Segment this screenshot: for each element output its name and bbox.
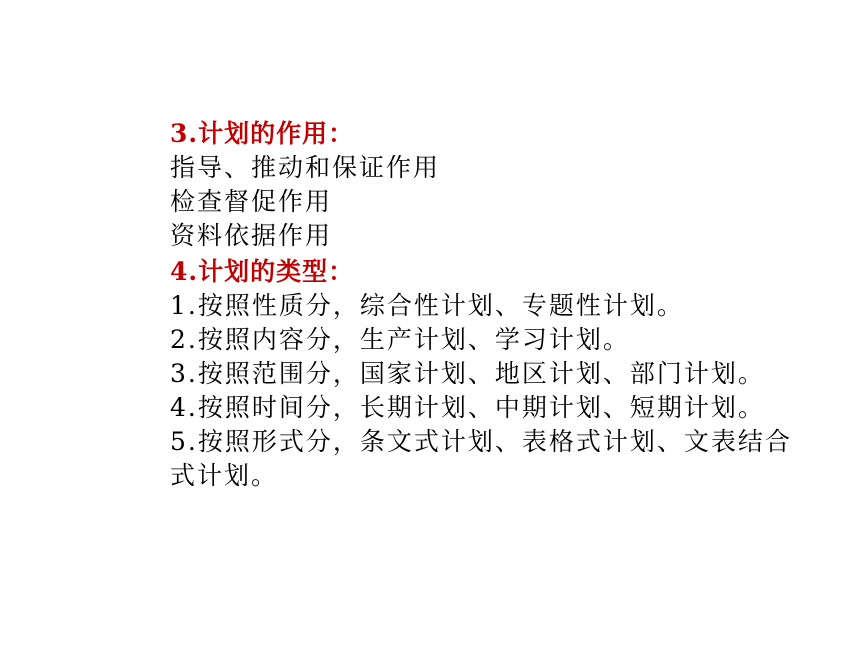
type-item: 2.按照内容分，生产计划、学习计划。 bbox=[170, 325, 630, 354]
type-item: 4.按照时间分，长期计划、中期计划、短期计划。 bbox=[170, 393, 765, 422]
type-item: 5.按照形式分，条文式计划、表格式计划、文表结合式计划。 bbox=[170, 427, 792, 490]
slide-content bbox=[170, 117, 820, 493]
type-item: 1.按照性质分，综合性计划、专题性计划。 bbox=[170, 291, 684, 320]
function-item: 指导、推动和保证作用 bbox=[170, 153, 441, 182]
section-heading-functions: 3.计划的作用： bbox=[170, 119, 355, 148]
type-item: 3.按照范围分，国家计划、地区计划、部门计划。 bbox=[170, 359, 765, 388]
function-item: 检查督促作用 bbox=[170, 187, 333, 216]
function-item: 资料依据作用 bbox=[170, 221, 333, 250]
section-heading-types: 4.计划的类型： bbox=[170, 257, 355, 286]
